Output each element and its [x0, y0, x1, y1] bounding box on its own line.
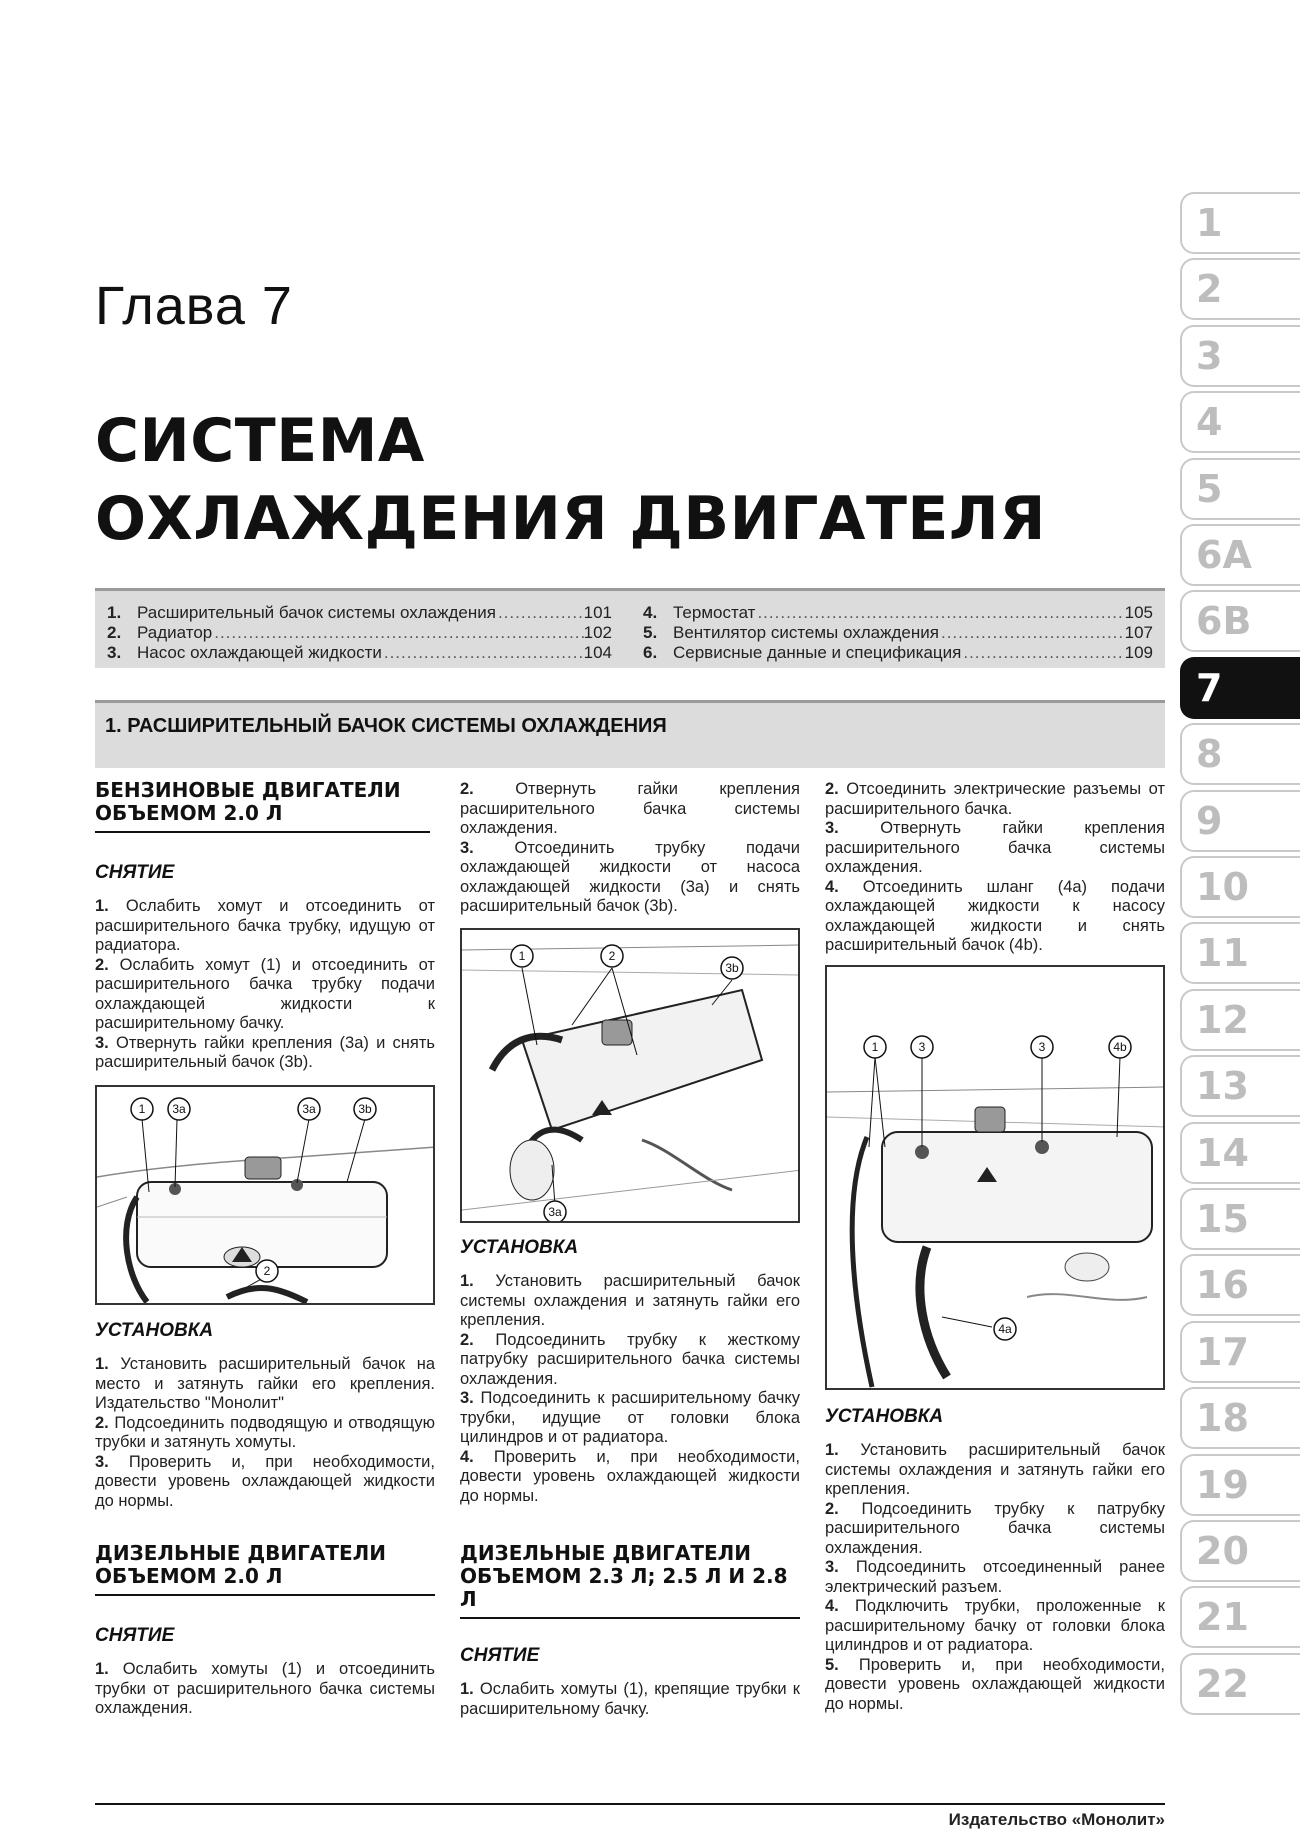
chapter-tab-20[interactable]: 20	[1180, 1520, 1300, 1582]
install-heading: УСТАНОВКА	[825, 1406, 944, 1427]
removal-steps	[95, 897, 435, 1073]
chapter-tab-9[interactable]: 9	[1180, 790, 1300, 852]
chapter-label: Глава 7	[95, 276, 293, 336]
chapter-tab-19[interactable]: 19	[1180, 1454, 1300, 1516]
figure-diesel-tank	[460, 928, 800, 1223]
step: 1. Ослабить хомуты (1), крепящие трубки к расширительному бачку.	[460, 1680, 800, 1718]
removal-steps-continued	[460, 780, 800, 917]
callout-label: 4b	[1113, 1040, 1127, 1054]
chapter-tab-3[interactable]: 3	[1180, 325, 1300, 387]
chapter-tab-4[interactable]: 4	[1180, 391, 1300, 453]
step: 3. Отсоединить трубку подачи охлаждающей жидкости от насоса охлаждающей жидкости (3a) и снять расширительный бачок (3b).	[460, 838, 800, 915]
title-line-2: ОХЛАЖДЕНИЯ ДВИГАТЕЛЯ	[95, 484, 1046, 554]
toc-right-column	[643, 603, 1153, 663]
chapter-tab-21[interactable]: 21	[1180, 1586, 1300, 1648]
step: 5. Проверить и, при необходимости, довести уровень охлаждающей жидкости до нормы.	[825, 1655, 1165, 1713]
step: 1. Установить расширительный бачок системы охлаждения и затянуть гайки его крепления.	[460, 1272, 800, 1329]
removal-steps-continued	[825, 780, 1165, 956]
chapter-tab-7[interactable]: 7	[1180, 657, 1300, 719]
callout-label: 2	[608, 949, 616, 963]
footer-divider	[95, 1803, 1165, 1805]
chapter-tab-6b[interactable]: 6B	[1180, 590, 1300, 652]
subsection-heading-diesel-2-3: ДИЗЕЛЬНЫЕ ДВИГАТЕЛИ ОБЪЕМОМ 2.3 Л; 2.5 Л И 2.8 Л	[460, 1542, 800, 1619]
toc-item[interactable]: 3. Насос охлаждающей жидкости ..... 104	[107, 643, 612, 663]
toc-item[interactable]: 6. Сервисные данные и спецификация ..... 109	[643, 643, 1153, 663]
step: 2. Подсоединить подводящую и отводящую трубки и затянуть хомуты.	[95, 1413, 435, 1451]
step: 3. Отвернуть гайки крепления (3a) и снять расширительный бачок (3b).	[95, 1033, 435, 1071]
chapter-tab-18[interactable]: 18	[1180, 1387, 1300, 1449]
page-title	[95, 402, 1046, 558]
chapter-tab-14[interactable]: 14	[1180, 1122, 1300, 1184]
publisher-credit: Издательство «Монолит»	[948, 1810, 1165, 1829]
step: 3. Подсоединить отсоединенный ранее электрический разъем.	[825, 1558, 1165, 1596]
subsection-heading-petrol: БЕНЗИНОВЫЕ ДВИГАТЕЛИ ОБЪЕМОМ 2.0 Л	[95, 779, 430, 833]
callout-label: 3a	[172, 1102, 186, 1116]
callout-label: 3	[918, 1040, 926, 1054]
removal-heading: СНЯТИЕ	[95, 862, 175, 883]
step: 2. Подсоединить трубку к патрубку расширительного бачка системы охлаждения.	[825, 1499, 1165, 1557]
callout-label: 1	[871, 1040, 879, 1054]
step: 1. Установить расширительный бачок на место и затянуть гайки его крепления. Издательство "Монолит"	[95, 1355, 435, 1412]
removal-steps	[460, 1680, 800, 1719]
engine-illustration	[827, 967, 1165, 1390]
removal-heading: СНЯТИЕ	[95, 1625, 175, 1646]
chapter-tab-2[interactable]: 2	[1180, 258, 1300, 320]
subsection-heading-diesel-2-0: ДИЗЕЛЬНЫЕ ДВИГАТЕЛИ ОБЪЕМОМ 2.0 Л	[95, 1542, 435, 1596]
step: 3. Отвернуть гайки крепления расширительного бачка системы охлаждения.	[825, 819, 1165, 876]
toc-item[interactable]: 4. Термостат ..... 105	[643, 603, 1153, 623]
chapter-tab-11[interactable]: 11	[1180, 922, 1300, 984]
chapter-tab-15[interactable]: 15	[1180, 1188, 1300, 1250]
install-heading: УСТАНОВКА	[95, 1320, 214, 1341]
title-line-1: СИСТЕМА	[95, 406, 425, 476]
step: 3. Проверить и, при необходимости, довести уровень охлаждающей жидкости до нормы.	[95, 1452, 435, 1510]
callout-label: 3b	[358, 1102, 372, 1116]
callout-label: 1	[518, 949, 526, 963]
step: 2. Отсоединить электрические разъемы от расширительного бачка.	[825, 780, 1165, 818]
toc-left-column	[107, 603, 612, 663]
chapter-tab-6а[interactable]: 6А	[1180, 524, 1300, 586]
callout-label: 3b	[725, 961, 739, 975]
figure-petrol-tank	[95, 1085, 435, 1305]
removal-steps	[95, 1660, 435, 1719]
chapter-tab-17[interactable]: 17	[1180, 1321, 1300, 1383]
chapter-tab-5[interactable]: 5	[1180, 458, 1300, 520]
engine-illustration	[462, 930, 800, 1223]
toc-item[interactable]: 5. Вентилятор системы охлаждения ..... 107	[643, 623, 1153, 643]
removal-heading: СНЯТИЕ	[460, 1645, 540, 1666]
chapter-tab-12[interactable]: 12	[1180, 989, 1300, 1051]
install-heading: УСТАНОВКА	[460, 1237, 579, 1258]
chapter-tab-13[interactable]: 13	[1180, 1055, 1300, 1117]
step: 2. Отвернуть гайки крепления расширительного бачка системы охлаждения.	[460, 780, 800, 837]
chapter-tab-10[interactable]: 10	[1180, 856, 1300, 918]
install-steps	[95, 1355, 435, 1511]
chapter-tab-8[interactable]: 8	[1180, 723, 1300, 785]
chapter-tab-22[interactable]: 22	[1180, 1653, 1300, 1715]
toc-item[interactable]: 2. Радиатор ..... 102	[107, 623, 612, 643]
chapter-tab-16[interactable]: 16	[1180, 1254, 1300, 1316]
step: 1. Установить расширительный бачок системы охлаждения и затянуть гайки его крепления.	[825, 1441, 1165, 1498]
step: 4. Подключить трубки, проложенные к расширительному бачку от головки блока цилиндров и от радиатора.	[825, 1597, 1165, 1654]
table-of-contents	[95, 588, 1165, 668]
step: 2. Ослабить хомут (1) и отсоединить от расширительного бачка трубку подачи охлаждающей жидкости к расширительному бачку.	[95, 955, 435, 1032]
install-steps	[825, 1441, 1165, 1714]
step: 1. Ослабить хомуты (1) и отсоединить трубки от расширительного бачка системы охлаждения.	[95, 1660, 435, 1717]
figure-diesel-2-3-tank	[825, 965, 1165, 1390]
step: 2. Подсоединить трубку к жесткому патрубку расширительного бачка системы охлаждения.	[460, 1330, 800, 1388]
callout-label: 4a	[998, 1322, 1012, 1336]
callout-label: 3a	[548, 1205, 562, 1219]
chapter-tab-1[interactable]: 1	[1180, 192, 1300, 254]
callout-label: 3a	[302, 1102, 316, 1116]
section-heading: 1. РАСШИРИТЕЛЬНЫЙ БАЧОК СИСТЕМЫ ОХЛАЖДЕНИЯ	[95, 700, 1165, 768]
callout-label: 3	[1038, 1040, 1046, 1054]
callout-label: 1	[138, 1102, 146, 1116]
step: 4. Проверить и, при необходимости, довести уровень охлаждающей жидкости до нормы.	[460, 1447, 800, 1505]
step: 1. Ослабить хомут и отсоединить от расширительного бачка трубку, идущую от радиатора.	[95, 897, 435, 954]
toc-item[interactable]: 1. Расширительный бачок системы охлаждения ..... 101	[107, 603, 612, 623]
step: 4. Отсоединить шланг (4a) подачи охлаждающей жидкости к насосу охлаждающей жидкости и снять расширительный бачок (4b).	[825, 877, 1165, 954]
step: 3. Подсоединить к расширительному бачку трубки, идущие от головки блока цилиндров и от радиатора.	[460, 1389, 801, 1446]
install-steps	[460, 1272, 800, 1506]
callout-label: 2	[263, 1264, 271, 1278]
engine-illustration	[97, 1087, 435, 1305]
